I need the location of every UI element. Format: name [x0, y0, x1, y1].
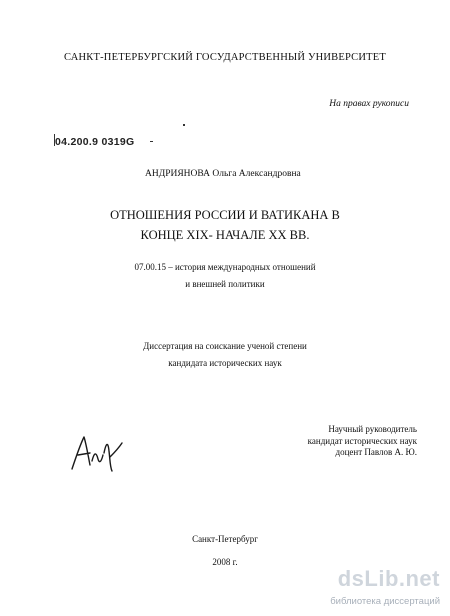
specialty [0, 259, 450, 293]
degree-statement [0, 338, 450, 372]
specialty-line-2: и внешней политики [185, 279, 265, 289]
watermark-site: dsLib.net [337, 566, 440, 591]
handwritten-signature [66, 431, 126, 473]
title-line-1: ОТНОШЕНИЯ РОССИИ И ВАТИКАНА В [110, 208, 340, 222]
supervisor-block [308, 424, 417, 459]
degree-line-1: Диссертация на соискание ученой степени [143, 341, 307, 351]
scan-speck [183, 124, 185, 126]
title-line-2: КОНЦЕ XIX- НАЧАЛЕ XX ВВ. [140, 228, 310, 242]
manuscript-note: На правах рукописи [329, 99, 409, 109]
supervisor-line-2: кандидат исторических наук [307, 435, 417, 446]
registry-stamp: 04.200.9 0319G [55, 136, 135, 148]
degree-line-2: кандидата исторических наук [168, 358, 282, 368]
scan-speck [150, 141, 153, 142]
watermark-tagline: библиотека диссертаций [330, 596, 440, 607]
site-watermark [306, 566, 440, 610]
specialty-line-1: 07.00.15 – история международных отношений [134, 262, 316, 272]
year: 2008 г. [212, 557, 238, 567]
supervisor-line-3: доцент Павлов А. Ю. [335, 447, 417, 457]
city: Санкт-Петербург [192, 534, 258, 544]
author-name: АНДРИЯНОВА Ольга Александровна [145, 169, 301, 179]
university-name: САНКТ-ПЕТЕРБУРГСКИЙ ГОСУДАРСТВЕННЫЙ УНИВЕРСИТЕТ [64, 52, 386, 63]
dissertation-title [0, 205, 450, 245]
supervisor-line-1: Научный руководитель [328, 424, 417, 434]
